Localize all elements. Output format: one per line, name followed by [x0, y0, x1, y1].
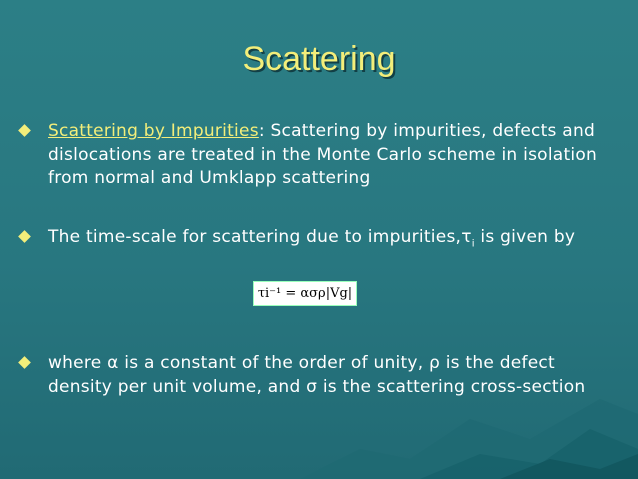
- diamond-bullet-icon: [18, 356, 31, 369]
- tau-symbol: τ: [461, 227, 472, 247]
- diamond-bullet-icon: [18, 124, 31, 137]
- bullet-2-text-a: The time-scale for scattering due to impurities,: [48, 227, 462, 247]
- tau-subscript: i: [471, 238, 475, 250]
- formula-image: τi⁻¹ = ασρ|Vg|: [253, 281, 357, 306]
- impurities-link[interactable]: Scattering by Impurities: [48, 121, 259, 141]
- bullet-3-text: where α is a constant of the order of unity, ρ is the defect density per unit volume, and σ is the scattering cross-section: [48, 353, 586, 397]
- diamond-bullet-icon: [18, 230, 31, 243]
- slide-title: Scattering: [242, 40, 396, 78]
- bullet-time-scale: [20, 226, 610, 256]
- bullet-scattering-impurities: [20, 120, 610, 191]
- bullet-1-text: : Scattering by impurities, defects and dislocations are treated in the Monte Carlo scheme in isolation from normal and Umklapp scattering: [48, 121, 598, 188]
- bullet-2-text-b: is given by: [474, 227, 576, 247]
- bullet-where: [20, 352, 610, 399]
